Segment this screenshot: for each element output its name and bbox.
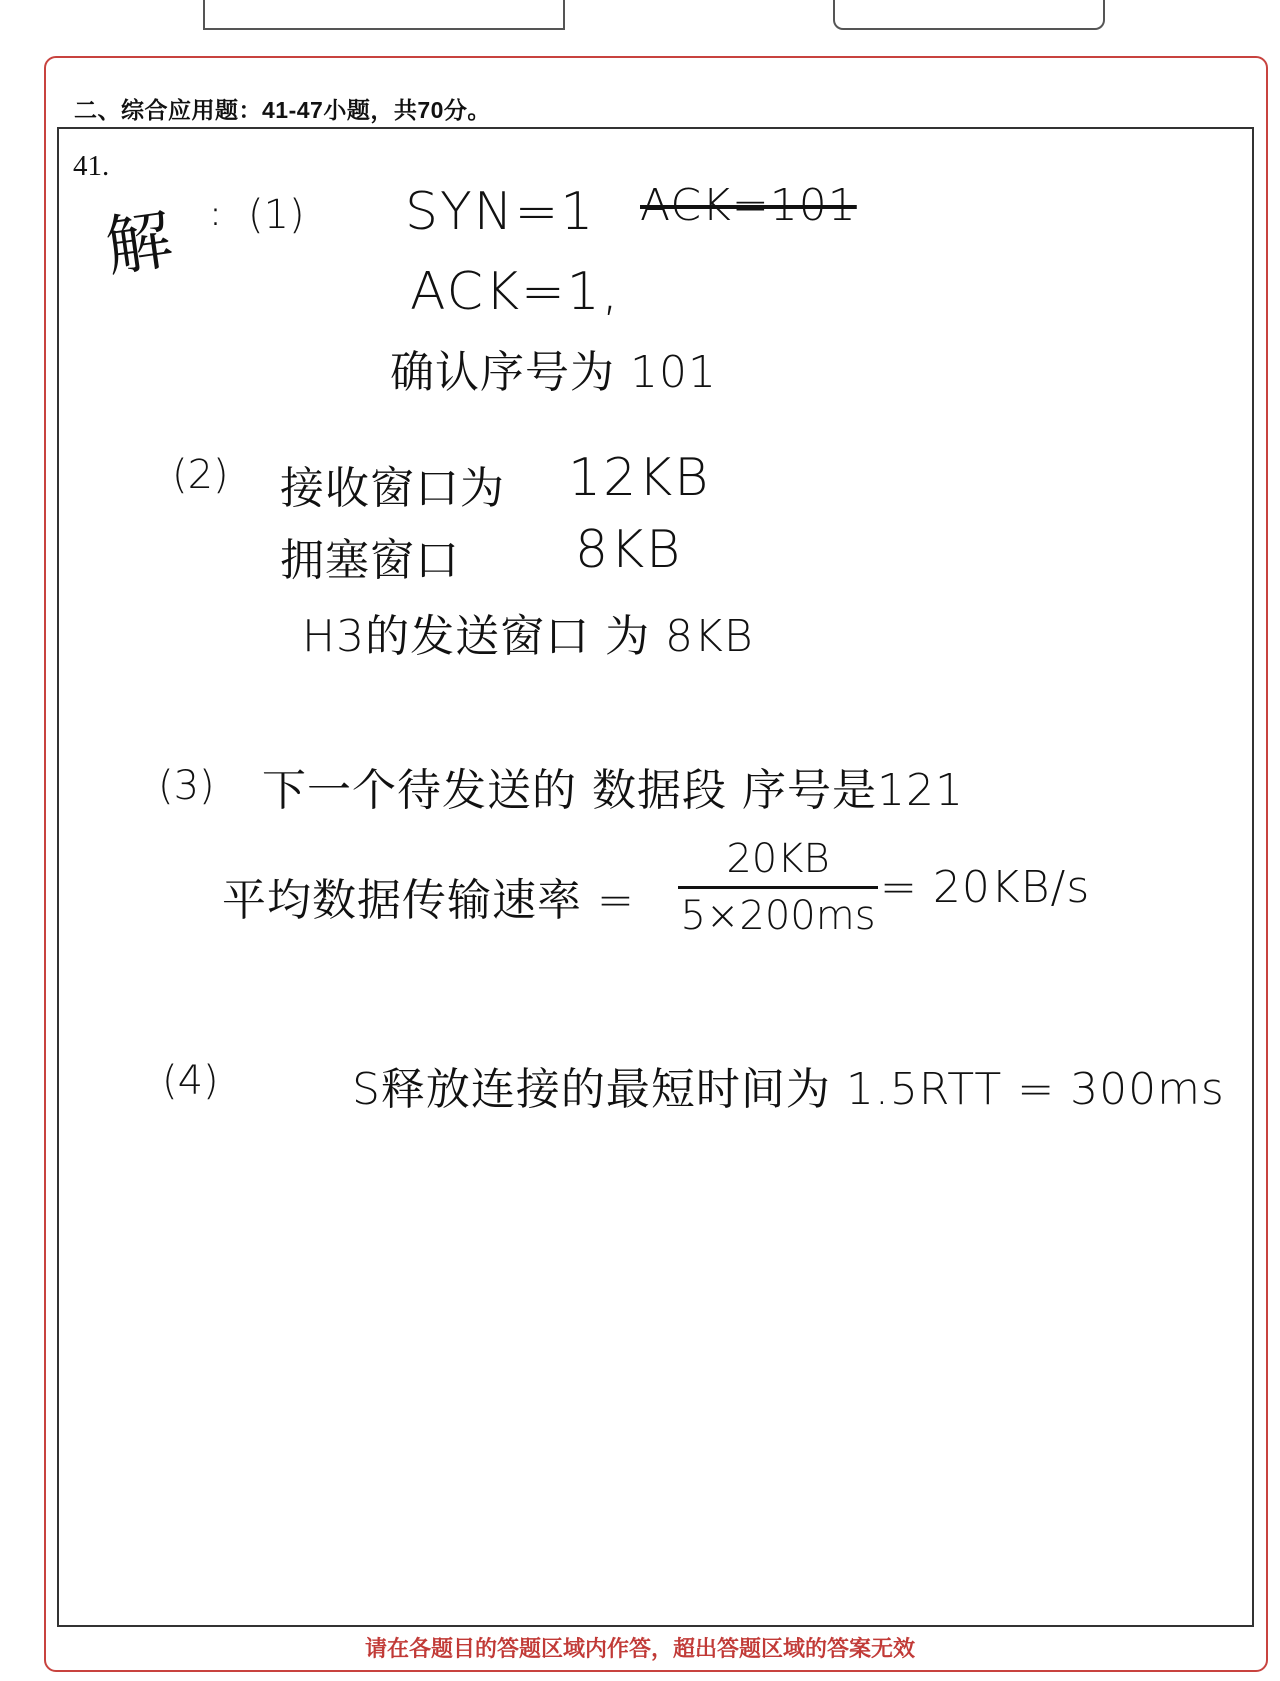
part4-release-time: S释放连接的最短时间为 1.5RTT = 300ms bbox=[352, 1064, 1225, 1115]
section-header: 二、综合应用题：41-47小题，共70分。 bbox=[74, 97, 491, 123]
part1-ack: ACK=1, bbox=[410, 262, 621, 322]
part3-next-seq: 下一个待发送的 数据段 序号是121 bbox=[262, 765, 964, 816]
part3-label: (3) bbox=[158, 763, 215, 809]
part1-crossed-out: ACK=101 bbox=[640, 180, 857, 231]
part3-rate-result: = 20KB/s bbox=[880, 862, 1091, 913]
part1-label: (1) bbox=[248, 192, 305, 238]
part3-rate-text: 平均数据传输速率 = bbox=[222, 875, 635, 926]
part4-label: (4) bbox=[162, 1058, 219, 1104]
solve-mark: 解 bbox=[100, 200, 177, 287]
fraction-numerator: 20KB bbox=[678, 836, 878, 889]
solve-colon-mark: ⁚ bbox=[212, 206, 219, 231]
part2-recv-window-text: 接收窗口为 bbox=[280, 463, 505, 514]
part2-cong-window-value: 8KB bbox=[575, 520, 683, 580]
question-number: 41. bbox=[73, 150, 110, 182]
top-score-box-right bbox=[833, 0, 1105, 30]
part2-cong-window-text: 拥塞窗口 bbox=[280, 535, 460, 586]
part1-ack-number: 确认序号为 101 bbox=[390, 347, 717, 398]
part2-label: (2) bbox=[172, 452, 229, 498]
part1-syn: SYN=1 bbox=[405, 182, 596, 242]
part3-rate-fraction bbox=[678, 836, 878, 939]
footer-instruction: 请在各题目的答题区域内作答，超出答题区域的答案无效 bbox=[364, 1636, 915, 1661]
part2-send-window: H3的发送窗口 为 8KB bbox=[302, 611, 754, 662]
part2-recv-window-value: 12KB bbox=[568, 448, 711, 508]
top-score-box-left bbox=[203, 0, 565, 30]
fraction-denominator: 5×200ms bbox=[680, 893, 876, 939]
